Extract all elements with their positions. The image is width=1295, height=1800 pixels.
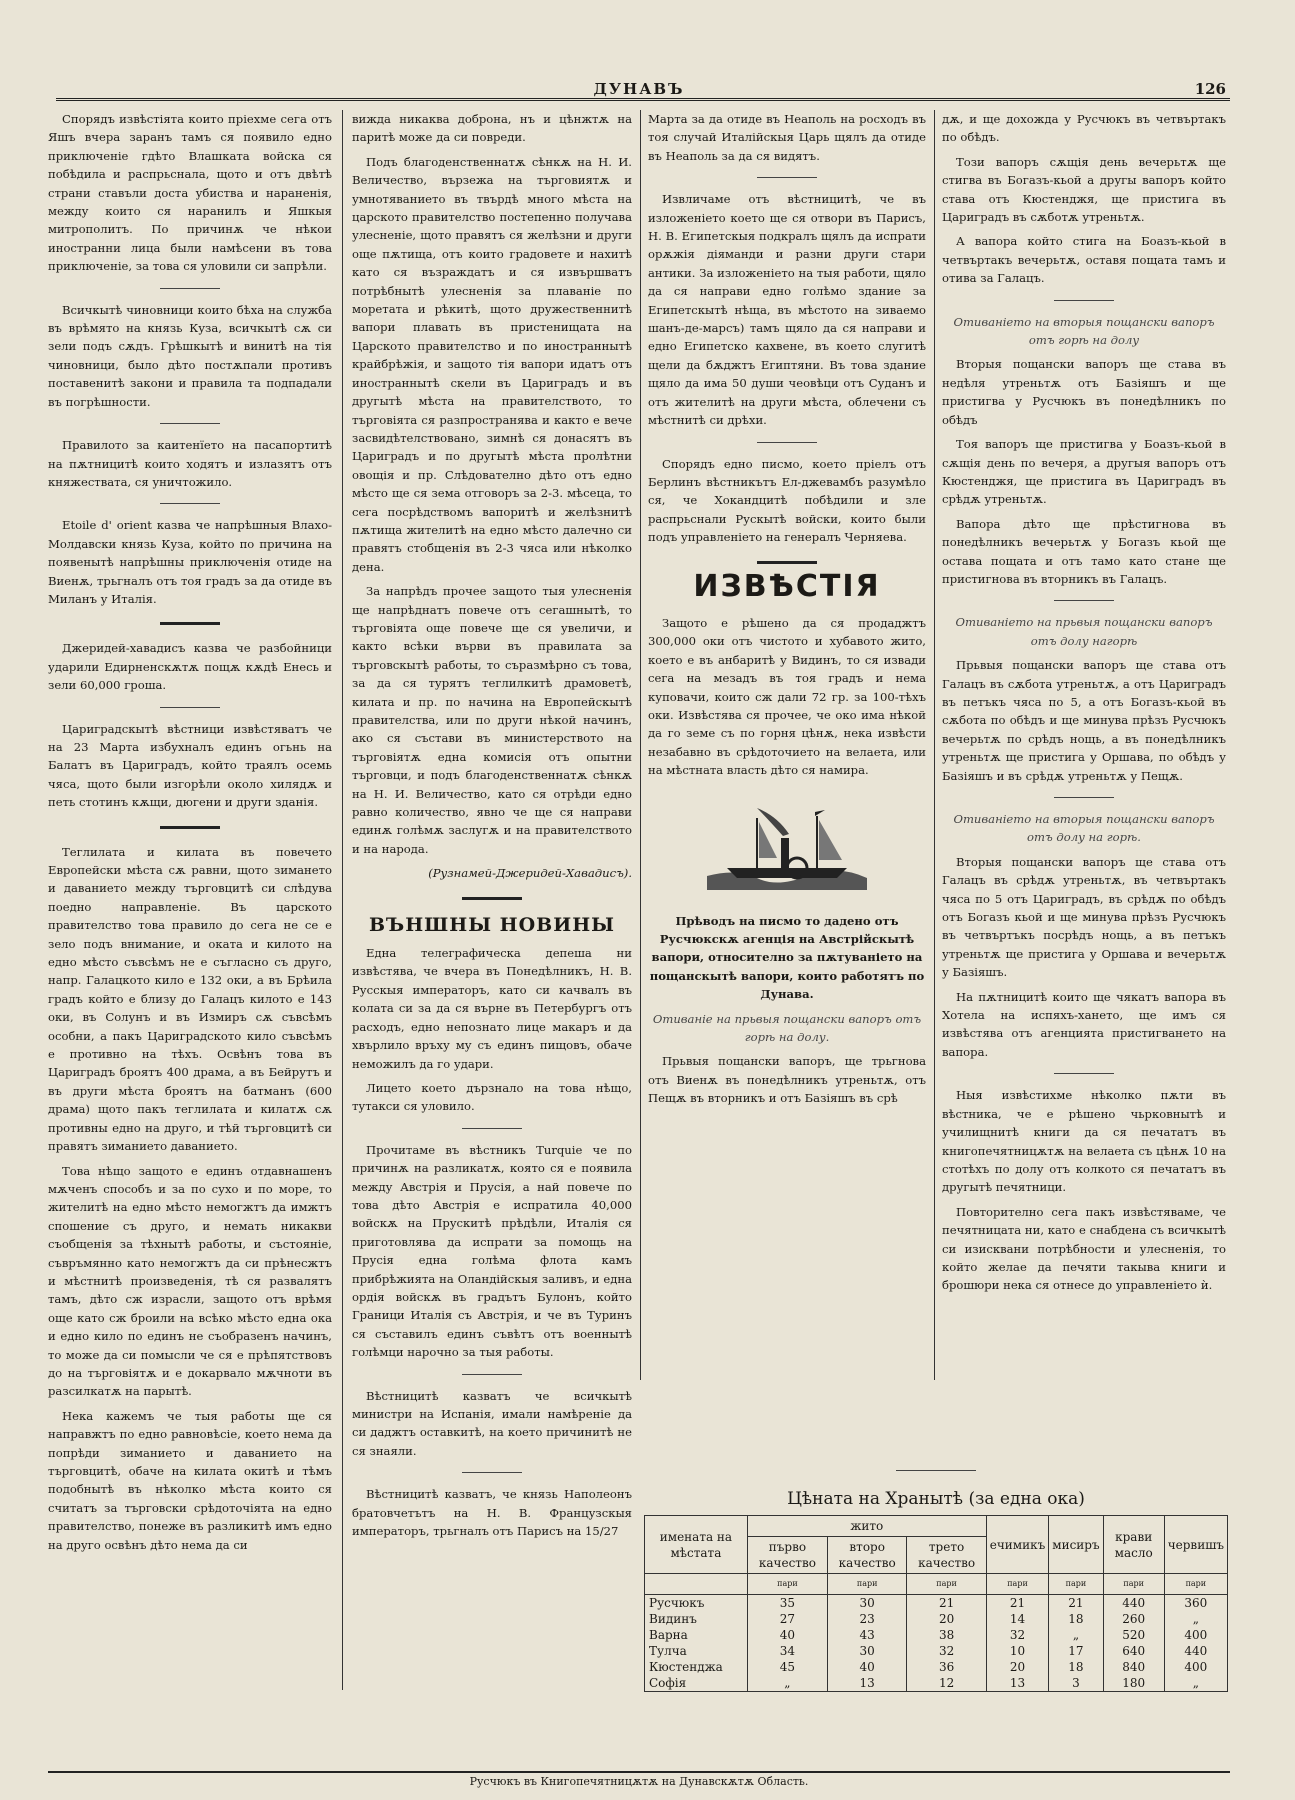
separator (1054, 1073, 1114, 1074)
cell-price: 40 (827, 1659, 906, 1675)
section-heading: ИЗВѢСТІЯ (693, 568, 881, 604)
cell-price: 400 (1164, 1627, 1227, 1643)
cell-place: Кюстенджа (645, 1659, 748, 1675)
cell-place: Видинъ (645, 1611, 748, 1627)
separator (1054, 600, 1114, 601)
article-paragraph: Etoile d' orient казва че напрѣшныя Влахо-Молдавски князь Куза, който по причина на появенытѣ напрѣшны приключенія отиде на Виенѫ, трьгналъ отъ тоя градъ за да отиде въ Миланъ у Италія. (48, 518, 332, 606)
article-paragraph: Всичкытѣ чиновници които бѣха на служба въ врѣмято на князь Куза, всичкытѣ сѫ си зели подъ сѫдъ. Грѣшкытѣ и винитѣ на тія чиновници, было дѣто постѫпали противъ поставенитѣ закони и правила та подпадали въ погрѣшности. (48, 302, 332, 409)
separator (757, 561, 817, 564)
cell-price: 20 (986, 1659, 1049, 1675)
article-paragraph: Защото е рѣшено да ся продаджтъ 300,000 оки отъ чистото и хубавото жито, което е въ анбаритѣ у Видинъ, то ся извади сега на мезадъ въ тоя градъ и нема куповачи, които сж дали 72 гр. за 100-тѣхъ оки. Извѣстява ся прочее, че око има нѣкой да го земе съ по горня цѣнѫ, нека извѣсти незабавно въ срѣдоточието на велаета, или на мѣстната власть дѣто ся намира. (648, 615, 926, 778)
separator (160, 288, 220, 289)
article-paragraph: Тоя вапоръ ще пристигва у Боазъ-кьой в сѫщія день по вечеря, а другыя вапоръ отъ Кюстенджя, ще пристига въ Цариградъ въ срѣдѫ утреньтѫ. (942, 437, 1226, 507)
separator (462, 897, 522, 900)
cell-price: 43 (827, 1627, 906, 1643)
cell-price: 21 (986, 1595, 1049, 1612)
article-paragraph: Теглилата и килата въ повечето Европейски мѣста сѫ равни, щото зимането и даванието между търговцитѣ си слѣдува поедно направленіе. Въ царското правителство това правило до сега не се е зело подъ внимание, и оката и килото на едно мѣсто съвсѣмъ не е съгласно съ друго, напр. Галацкото кило е 132 оки, а въ Брѣила градъ който е близу до Галацъ килото е 143 оки, въ Солунъ и въ Измиръ сѫ съвсѣмъ особни, а пакъ Цариградското кило съвсѣмъ е противно на тѣхъ. Освѣнъ това въ Цариградъ броятъ 400 драма, а въ Бейрутъ и въ други мѣста броятъ на батманъ (600 драма) щото пакъ теглилата и килатѫ сѫ противны едно на друго, и тѣй търговцитѣ си правятъ зиманието даванието. (48, 844, 332, 1154)
price-table (644, 1515, 1228, 1694)
column-3 (648, 110, 926, 1380)
cell-price: 21 (907, 1595, 986, 1612)
article-paragraph: Прочитаме въ вѣстникъ Turquie че по причинѫ на разликатѫ, която ся е появила между Австрія и Прусія, а най повече по това дѣто Австрія е испратила 40,000 войскѫ на Прускитѣ прѣдѣли, Италія ся приготовлява да испрати за помощь на Прусія една голѣма флота камъ прибрѣжията на Оландійскыя заливъ, и една ордія войскѫ въ градътъ Булонъ, който Граници Италія съ Австрія, и че въ Туринъ ся съставилъ единъ съвѣтъ отъ военнытѣ голѣмци нарочно за тыя работы. (352, 1142, 632, 1360)
cell-price: 35 (747, 1595, 827, 1612)
article-paragraph: Нека кажемъ че тыя работы ще ся направжтъ по едно равновѣсіе, което нема да попрѣди зиманието и даванието на търговцитѣ, обаче на килата окитѣ и тѣмъ подобнытѣ въ нѣколко мѣста които ся считатъ за търговски срѣдоточіята на едно правителство, понеже въ разликитѣ имъ едно на друго освѣнъ дѣто нема да си (48, 1408, 332, 1552)
cell-price: 260 (1103, 1611, 1164, 1627)
column-2 (352, 110, 632, 1690)
column-4 (942, 110, 1226, 1380)
article-paragraph: Ныя извѣстихме нѣколко пѫти въ вѣстника, че е рѣшено чьрковнытѣ и училищнитѣ книги да ся печататъ въ книгопечятницѫтѫ на велаета съ цѣнѫ 10 на стотѣхъ по долу отъ колкото ся печататъ въ другытѣ печятници. (942, 1088, 1226, 1195)
col-header-wheat-1: първо качество (747, 1537, 827, 1574)
table-row (645, 1659, 1228, 1675)
separator (160, 622, 220, 625)
unit-row (645, 1574, 1228, 1595)
source-signature: (Рузнамей-Джеридей-Хавадисъ). (428, 866, 632, 881)
cell-place: Варна (645, 1627, 748, 1643)
cell-price: 360 (1164, 1595, 1227, 1612)
cell-price: „ (1164, 1675, 1227, 1692)
cell-price: 38 (907, 1627, 986, 1643)
column-1 (48, 110, 332, 1690)
header-rule (56, 98, 1230, 101)
cell-place: Софія (645, 1675, 748, 1692)
cell-price: 18 (1049, 1659, 1103, 1675)
article-paragraph: Този вапоръ сѫщія день вечерьтѫ ще стигва въ Богазъ-кьой а другы вапоръ който става отъ Кюстенджя, ще пристига въ Цариградъ въ сѫботѫ утреньтѫ. (942, 154, 1226, 225)
cell-price: 23 (827, 1611, 906, 1627)
table-row (645, 1611, 1228, 1627)
separator (160, 707, 220, 708)
article-paragraph: Вѣстницитѣ казватъ че всичкытѣ министри на Испанія, имали намѣреніе да си даджтъ оставкитѣ, на което причинитѣ не ся знаяли. (352, 1388, 632, 1458)
cell-price: 14 (986, 1611, 1049, 1627)
cell-price: 640 (1103, 1643, 1164, 1659)
cell-place: Тулча (645, 1643, 748, 1659)
separator (1054, 797, 1114, 798)
schedule-subheading: Отиваніето на вторыя пощански вапоръ отъ горѣ на долу (953, 314, 1215, 348)
cell-price: 440 (1164, 1643, 1227, 1659)
article-paragraph: Прьвыя пощански вапоръ, ще трьгнова отъ Виенѫ въ понедѣлникъ утреньтѫ, отъ Пещѫ въ вторникъ и отъ Базіяшъ въ срѣ (648, 1054, 926, 1106)
col-header-cheese: червишъ (1164, 1516, 1227, 1574)
article-paragraph: Вторыя пощански вапоръ ще става отъ Галацъ въ срѣдѫ утреньтѫ, въ четвъртакъ чяса по 5 отъ Цариградъ, въ срѣдѫ по обѣдъ отъ Богазъ кьой и ще минува прѣзъ Русчюкъ въ четвъртъкъ посрѣдъ нощь, а въ петъкъ утреньтѫ ще пристига у Оршава и вечерьтѫ у Базіяшъ. (942, 854, 1226, 980)
price-table-title: Цѣната на Хранытѣ (за една ока) (787, 1489, 1085, 1509)
col-header-wheat: жито (747, 1516, 986, 1537)
cell-price: „ (1049, 1627, 1103, 1643)
separator (757, 177, 817, 178)
article-paragraph: дѫ, и ще дохожда у Русчюкъ въ четвъртакъ по обѣдъ. (942, 112, 1226, 145)
article-paragraph: Джеридей-хавадисъ казва че разбойници ударили Едирненскѫтѫ пощѫ кѫдѣ Енесь и зели 60,000 гроша. (48, 641, 332, 693)
cell-price: 30 (827, 1643, 906, 1659)
separator (1054, 300, 1114, 301)
cell-price: 12 (907, 1675, 986, 1692)
article-paragraph: Извличаме отъ вѣстницитѣ, че въ изложеніето което ще ся отвори въ Парисъ, Н. В. Египетскыя подкралъ щялъ да испрати орѫжія діяманди и разни други стари антики. За изложеніето на тыя работи, щяло да ся направи едно голѣмо здание за Египетскытѣ нѣща, въ мѣстото на зиваемо шанъ-де-марсъ) тамъ щяло да ся направи и едно Египетско кахвене, въ което слугитѣ щели да бѫджтъ Египтяни. Въ това здание щяло да има 50 души чеовѣци отъ Суданъ и отъ жителитѣ на други мѣста, облечени съ мѣстнитѣ си дрѣхи. (648, 192, 926, 428)
cell-price: „ (747, 1675, 827, 1692)
cell-price: 32 (986, 1627, 1049, 1643)
article-paragraph: Вѣстницитѣ казватъ, че князь Наполеонъ братовчетътъ на Н. В. Французскыя императоръ, трьгналъ отъ Парисъ на 15/27 (352, 1487, 632, 1539)
separator (462, 1374, 522, 1375)
separator (462, 1128, 522, 1129)
cell-price: 34 (747, 1643, 827, 1659)
article-paragraph: Лицето което дързнало на това нѣщо, тутакси ся уловило. (352, 1080, 632, 1114)
unit-cell: пари (747, 1574, 827, 1595)
col-header-wheat-2: второ качество (827, 1537, 906, 1574)
newspaper-page (48, 80, 1230, 1788)
article-paragraph: Повторително сега пакъ извѣстяваме, че печятницата ни, като е снабдена съ всичкытѣ си изисквани потрѣбности и улесненія, то който желае да печяти такыва книги и брошюри нека ся отнесе до управленіето ѝ. (942, 1204, 1226, 1293)
column-divider (640, 110, 641, 1380)
col-header-barley: ечимикъ (986, 1516, 1049, 1574)
col-header-place: имената на мѣстата (645, 1516, 748, 1574)
cell-price: 180 (1103, 1675, 1164, 1692)
cell-price: 18 (1049, 1611, 1103, 1627)
article-paragraph: Подъ благоденственнатѫ сѣнкѫ на Н. И. Величество, вързежа на търговиятѫ и умнотяванието въ твърдѣ много мѣста на царското правителство постепенно получава улесненіе, щото правятъ ся желѣзни и други още пѫтища, отъ които градовете и нахитѣ като ся възраждатъ и ся извършватъ потрѣбнытѣ улесненія за плаваніе по моретата и рѣкитѣ, щото дружественнитѣ вапори плавать въ пристенищата на Царското правителство и по иностраннытѣ крайбрѣжія, и защото тія вапори идатъ отъ иностраннытѣ скели въ Цариградъ и въ другытѣ мѣста на правителството, то търговіята ся разпространява и както е вече засвидѣтелствовано, зимнѣ ся донасятъ въ Цариградъ и по другытѣ мѣста пролѣтни овощія и пр. Слѣдователно дѣто отъ едно мѣсто ще ся зема отговоръ за 2-3. мѣсеца, то сега посрѣдствомъ вапоритѣ и желѣзнитѣ пѫтища жителитѣ на едно мѣсто далечно си правятъ стобщенія въ 2-3 чяса или нѣколко дена. (352, 154, 632, 574)
unit-cell: пари (907, 1574, 986, 1595)
col-header-butter: крави масло (1103, 1516, 1164, 1574)
table-row (645, 1595, 1228, 1612)
imprint-footer: Русчюкъ въ Книгопечятницѫтѫ на Дунавскѫтѫ Область. (48, 1771, 1230, 1788)
schedule-subheading: Отиваніе на прьвыя пощански вапоръ отъ горѣ на долу. (652, 1011, 922, 1045)
article-paragraph: На пѫтницитѣ които ще чякатъ вапора въ Хотела на испяхъ-хането, ще имъ ся извѣстява отъ агенцията пристигването на вапора. (942, 989, 1226, 1059)
unit-cell: пари (1103, 1574, 1164, 1595)
cell-price: 440 (1103, 1595, 1164, 1612)
masthead-title: ДУНАВЪ (593, 80, 685, 98)
unit-cell: пари (1049, 1574, 1103, 1595)
article-paragraph: Това нѣщо защото е единъ отдавнашенъ мѫченъ способъ и за по сухо и по море, то жителитѣ на едно мѣсто немогжтъ да имжтъ спошение съ друго, и немать никакви съобщенія за тѣхнытѣ работы, и състояніе, съвръмянно като немогжтъ да си прѣнесжтъ и мѣстнитѣ произведенія, тѣ ся развалятъ тамъ, дѣто сж израсли, защото отъ врѣмя още като сж броили на всѣко мѣсто една ока и едно кило по единъ не съобразенъ начинъ, то може да си помысли че ся е прѣпятствовъ до на търговіятѫ и е докарвало мѫчноти въ разсилкатѫ на парытѣ. (48, 1163, 332, 1399)
article-paragraph: Спорядъ едно писмо, което пріелъ отъ Берлинъ вѣстникътъ Ел-джевамбъ разумѣло ся, че Хокандцитѣ побѣдили и зле распрьснали Рускытѣ войски, които были подъ управленіето на генералъ Черняева. (648, 456, 926, 545)
page-number: 126 (1194, 80, 1226, 98)
article-paragraph: За напрѣдъ прочее защото тыя улесненія ще напрѣднатъ повече отъ сегашнытѣ, то търговіята още повече ще ся увеличи, и както всѣки върви въ правилата за търговскытѣ работы, то съразмѣрно съ това, за да ся турятъ теглилкитѣ драмоветѣ, килата и пр. по начина на Европейскытѣ правителства, или по други нѣкой начинъ, ако ся състави въ министерството на търговіятѫ една комисія отъ опытни търговци, и подъ благоденственнатѫ сѣнкѫ на Н. И. Величество, като ся отрѣди едно равно количество, явно че ще ся направи единѫ голѣмѫ заслугѫ и на правителството и на народа. (352, 584, 632, 856)
article-paragraph: Прьвыя пощански вапоръ ще става отъ Галацъ въ сѫбота утреньтѫ, а отъ Цариградъ въ петъкъ чяса по 5, а отъ Богазъ-кьой въ сѫбота по обѣдъ и ще минува прѣзъ Русчюкъ вечерьтѫ по срѣдъ нощь, а въ понедѣлникъ утреньтѫ ще пристига у Оршава, по обѣдъ у Базіяшъ и въ срѣдѫ утреньтѫ у Пещѫ. (942, 658, 1226, 783)
separator (160, 423, 220, 424)
price-table-body (645, 1595, 1228, 1695)
cell-price: 36 (907, 1659, 986, 1675)
separator (462, 1472, 522, 1473)
table-row (645, 1627, 1228, 1643)
column-divider (342, 110, 343, 1690)
unit-cell: пари (1164, 1574, 1227, 1595)
cell-price: 520 (1103, 1627, 1164, 1643)
table-row (645, 1643, 1228, 1659)
col-header-corn: мисиръ (1049, 1516, 1103, 1574)
cell-price: 32 (907, 1643, 986, 1659)
article-paragraph: Правилото за каитенїето на пасапортитѣ на пѫтницитѣ които ходятъ и излазятъ отъ княжествата, ся уничтожило. (48, 438, 332, 489)
article-paragraph: Цариградскытѣ вѣстници извѣстяватъ че на 23 Марта избухналъ единъ огьнь на Балатъ въ Цариградъ, който траялъ осемь чяса, щото были изгорѣли около хилядѫ и петь стотинъ кѫщи, дюгени и други зданія. (48, 721, 332, 810)
cell-price: 13 (986, 1675, 1049, 1692)
cell-price: 10 (986, 1643, 1049, 1659)
cell-price: 840 (1103, 1659, 1164, 1675)
notice-title: Прѣводъ на писмо то дадено отъ Русчюкскѫ агенція на Австрійскытѣ вапори, относително за пѫтуваніето на пощанскытѣ вапори, които работятъ по Дунава. (649, 913, 925, 1002)
unit-cell-blank (645, 1574, 748, 1595)
cell-price: 30 (827, 1595, 906, 1612)
article-paragraph: Една телеграфическа депеша ни извѣстява, че вчера въ Понедѣлникъ, Н. В. Русскыя императоръ, като си качвалъ въ колата си за да ся върне въ Петербургъ отъ расходъ, едно непознато лице макаръ и да хвърлило връху му съ единъ пищовъ, обаче неможилъ да го удари. (352, 946, 632, 1071)
article-paragraph: Марта за да отиде въ Неаполь на росходъ въ тоя случай Италійскыя Царь щялъ да отиде въ Неаполь за да ся видятъ. (648, 112, 926, 163)
cell-price: 45 (747, 1659, 827, 1675)
separator (757, 442, 817, 443)
separator (160, 826, 220, 829)
price-table-section (644, 1470, 1228, 1694)
schedule-subheading: Отиваніето на вторыя пощански вапоръ отъ долу на горѣ. (953, 812, 1215, 845)
schedule-subheading: Отиваніето на прьвыя пощански вапоръ отъ долу нагорѣ (955, 615, 1213, 648)
article-paragraph: А вапора който стига на Боазъ-кьой в четвъртакъ вечерьтѫ, оставя пощата тамъ и отива за Галацъ. (942, 234, 1226, 286)
cell-price: 400 (1164, 1659, 1227, 1675)
cell-price: 21 (1049, 1595, 1103, 1612)
cell-price: 27 (747, 1611, 827, 1627)
separator (896, 1470, 976, 1471)
steamship-illustration (697, 798, 877, 898)
article-paragraph: Вторыя пощански вапоръ ще става въ недѣля утреньтѫ отъ Базіяшъ и ще пристигва у Русчюкъ въ понедѣлникъ по обѣдъ (942, 357, 1226, 427)
cell-price: 17 (1049, 1643, 1103, 1659)
col-header-wheat-3: трето качество (907, 1537, 986, 1574)
column-divider (934, 110, 935, 1380)
cell-price: 13 (827, 1675, 906, 1692)
cell-price: 20 (907, 1611, 986, 1627)
separator (160, 503, 220, 504)
unit-cell: пари (986, 1574, 1049, 1595)
table-bottom-rule (645, 1692, 1228, 1695)
cell-price: 40 (747, 1627, 827, 1643)
section-heading: ВЪНШНЫ НОВИНЫ (369, 913, 615, 936)
article-paragraph: Вапора дѣто ще прѣстигнова въ понедѣлникъ вечерьтѫ у Богазъ кьой ще остава пощата и отъ тамо като стане ще пристигнова въ вторникъ въ Галацъ. (942, 516, 1226, 586)
table-row (645, 1675, 1228, 1692)
unit-cell: пари (827, 1574, 906, 1595)
cell-price: 3 (1049, 1675, 1103, 1692)
cell-place: Русчюкъ (645, 1595, 748, 1612)
article-paragraph: вижда никаква доброна, нъ и цѣнжтѫ на паритѣ може да си повреди. (352, 112, 632, 145)
article-paragraph: Спорядъ извѣстіята които пріехме сега отъ Яшъ вчера заранъ тамъ ся появило едно приключеніе гдѣто Влашката войска ся побѣдила и распрьснала, щото и отъ двѣтѣ страни ставъли доста убиства и нараненія, между които ся наранилъ и Яшкыя митрополитъ. По причинѫ че нѣкои иностранни лица были намѣсени въ това приключеніе, за това ся уловили си запрѣли. (48, 112, 332, 274)
cell-price: „ (1164, 1611, 1227, 1627)
